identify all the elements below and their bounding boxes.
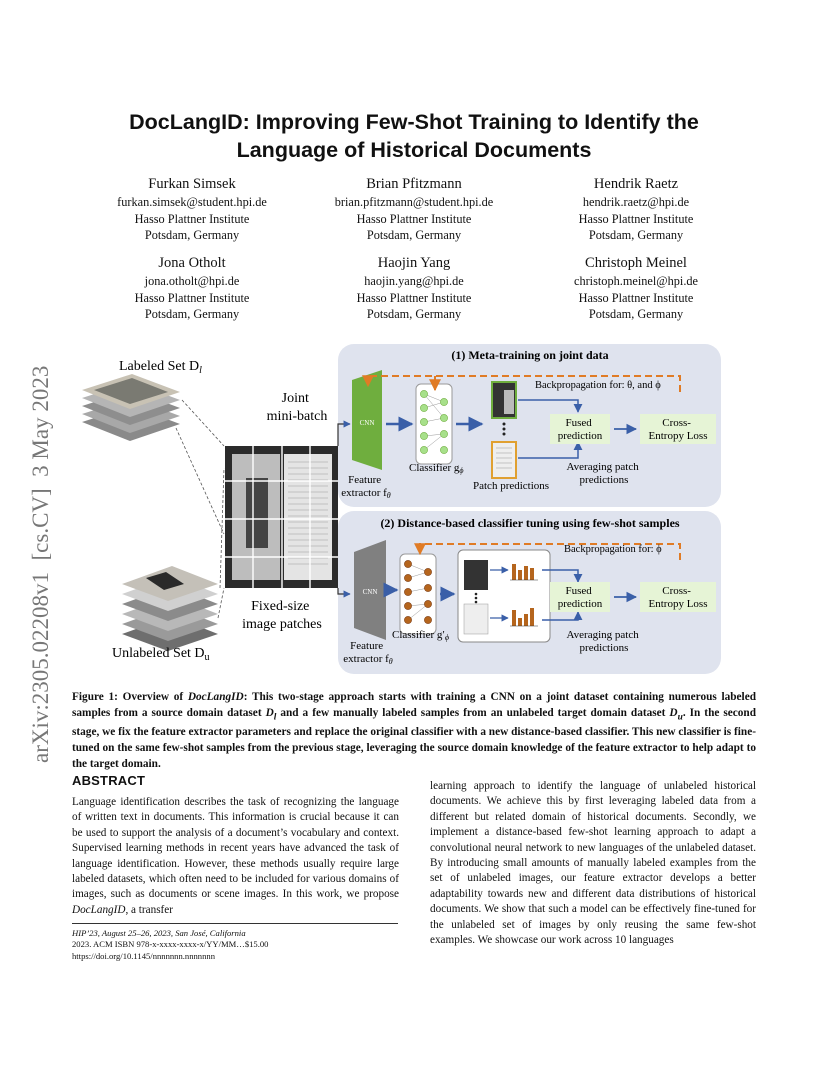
author-email[interactable]: brian.pfitzmann@student.hpi.de bbox=[334, 195, 494, 209]
author-affiliation: Hasso Plattner Institute bbox=[356, 290, 472, 305]
author-name: Furkan Simsek bbox=[148, 176, 236, 192]
author-name: Christoph Meinel bbox=[585, 255, 687, 271]
arxiv-stamp bbox=[18, 285, 58, 765]
author-affiliation: Hasso Plattner Institute bbox=[134, 290, 250, 305]
author-block bbox=[299, 175, 529, 244]
author-block bbox=[299, 254, 529, 323]
author-name: Haojin Yang bbox=[377, 255, 451, 271]
patch-predictions-label: Patch predictions bbox=[473, 480, 550, 492]
title-line-2: Language of Historical Documents bbox=[236, 138, 592, 162]
footnote-rule bbox=[72, 923, 398, 924]
joint-minibatch-label: Joint mini-batch bbox=[266, 391, 328, 424]
author-affiliation: Hasso Plattner Institute bbox=[134, 211, 250, 226]
feature-extractor-label: Feature extractor fθ bbox=[341, 474, 391, 500]
author-name: Brian Pfitzmann bbox=[366, 176, 462, 192]
author-email[interactable]: hendrik.raetz@hpi.de bbox=[582, 195, 690, 209]
fixed-patches-label: Fixed-size image patches bbox=[242, 599, 322, 632]
stage2-title: (2) Distance-based classifier tuning using few-shot samples bbox=[380, 516, 680, 530]
footnote bbox=[72, 928, 402, 962]
author-block bbox=[521, 175, 751, 244]
abstract-heading: ABSTRACT bbox=[72, 773, 146, 788]
author-block bbox=[521, 254, 751, 323]
backprop-label-2: Backpropagation for: ϕ bbox=[564, 544, 662, 555]
footnote-doi[interactable]: https://doi.org/10.1145/nnnnnnn.nnnnnnn bbox=[72, 950, 215, 961]
labeled-set-label: Labeled Set $D_l$ bbox=[119, 359, 202, 376]
averaging-label-2: Averaging patch predictions bbox=[566, 629, 639, 654]
stage1-title: (1) Meta-training on joint data bbox=[451, 348, 609, 362]
arxiv-stamp-text: arXiv:2305.02208v1 [cs.CV] 3 May 2023 bbox=[28, 365, 53, 763]
title-line-1: DocLangID: Improving Few-Shot Training to Identify the bbox=[129, 110, 699, 134]
footnote-venue: HIP’23, August 25–26, 2023, San José, California bbox=[72, 928, 246, 938]
footnote-isbn: 2023. ACM ISBN 978-x-xxxx-xxxx-x/YY/MM…$15.00 bbox=[72, 939, 269, 950]
svg-text:Cross- Entropy Loss: Cross- Entropy Loss bbox=[648, 417, 708, 442]
author-location: Potsdam, Germany bbox=[144, 307, 240, 321]
author-name: Jona Otholt bbox=[158, 255, 226, 271]
labeled-stack-image bbox=[82, 374, 180, 441]
abstract-right-column: learning approach to identify the language of unlabeled historical documents. We achieve this by first leveraging labeled data from a different but related domain of historical documents. Secondly, we implement a distance-based few-shot learning approach to adapt a convolutional neural network to new languages of the unlabeled dataset. By introducing small amounts of manually labeled examples from the set of unlabeled images, our feature extractor develops a better adaptability towards new and different data distributions of historical documents. We show that such a model can be effectively fine-tuned for the unlabeled set of images by only reusing the same few-shot examples. We showcase our work across 10 languages bbox=[430, 780, 756, 947]
unlabeled-set-label: Unlabeled Set $D_u$ bbox=[112, 646, 210, 663]
figure-caption: Figure 1: Overview of DocLangID: This two-stage approach starts with training a CNN on a joint dataset containing numerous labeled samples from a source domain dataset $D_l$ and a few manually labeled samples from an unlabeled target domain dataset $D_u$. In the second stage, we fix the feature extractor parameters and replace the original classifier with a new distance-based classifier. This new classifier is fine-tuned on the same few-shot samples from the previous stage, leveraging the source domain knowledge of the feature extractor to help adapt to the target domain. bbox=[72, 691, 756, 770]
historical-document-scan bbox=[225, 446, 338, 588]
author-location: Potsdam, Germany bbox=[588, 228, 684, 242]
author-email[interactable]: jona.otholt@hpi.de bbox=[144, 274, 240, 288]
classifier-label: Classifier gϕ bbox=[409, 462, 464, 475]
unlabeled-stack-image bbox=[122, 566, 218, 651]
svg-text:CNN: CNN bbox=[362, 588, 378, 596]
paper-title bbox=[80, 108, 748, 164]
author-name: Hendrik Raetz bbox=[593, 176, 679, 192]
author-location: Potsdam, Germany bbox=[366, 228, 462, 242]
figure-1 bbox=[72, 338, 756, 680]
svg-text:Fused prediction: Fused prediction bbox=[557, 417, 603, 442]
author-location: Potsdam, Germany bbox=[366, 307, 462, 321]
author-email[interactable]: haojin.yang@hpi.de bbox=[364, 274, 464, 288]
author-email[interactable]: furkan.simsek@student.hpi.de bbox=[117, 195, 267, 209]
author-location: Potsdam, Germany bbox=[588, 307, 684, 321]
author-affiliation: Hasso Plattner Institute bbox=[578, 290, 694, 305]
averaging-label-1: Averaging patch predictions bbox=[566, 461, 639, 486]
author-block bbox=[77, 175, 307, 244]
feature-extractor-label-2: Feature extractor fθ bbox=[343, 640, 393, 666]
author-email[interactable]: christoph.meinel@hpi.de bbox=[573, 274, 699, 288]
author-location: Potsdam, Germany bbox=[144, 228, 240, 242]
author-affiliation: Hasso Plattner Institute bbox=[356, 211, 472, 226]
abstract-left-column: Language identification describes the task of recognizing the language of written text in documents. This information is crucial because it can be used to support the analysis of a document’s vocabulary and context. Supervised learning methods in recent years have advanced the task of language identification. However, these methods usually require large labeled datasets, which often need to be included for various domains of images, such as documents or scene images. In this work, we propose DocLangID, a transfer bbox=[72, 796, 399, 916]
svg-text:Fused prediction: Fused prediction bbox=[557, 585, 603, 610]
cnn-label: CNN bbox=[359, 419, 375, 427]
svg-text:Cross- Entropy Loss: Cross- Entropy Loss bbox=[648, 585, 708, 610]
author-affiliation: Hasso Plattner Institute bbox=[578, 211, 694, 226]
author-block bbox=[77, 254, 307, 323]
distance-classifier-label: Classifier g′ϕ bbox=[392, 629, 449, 642]
backprop-label-1: Backpropagation for: θ, and ϕ bbox=[535, 380, 661, 391]
